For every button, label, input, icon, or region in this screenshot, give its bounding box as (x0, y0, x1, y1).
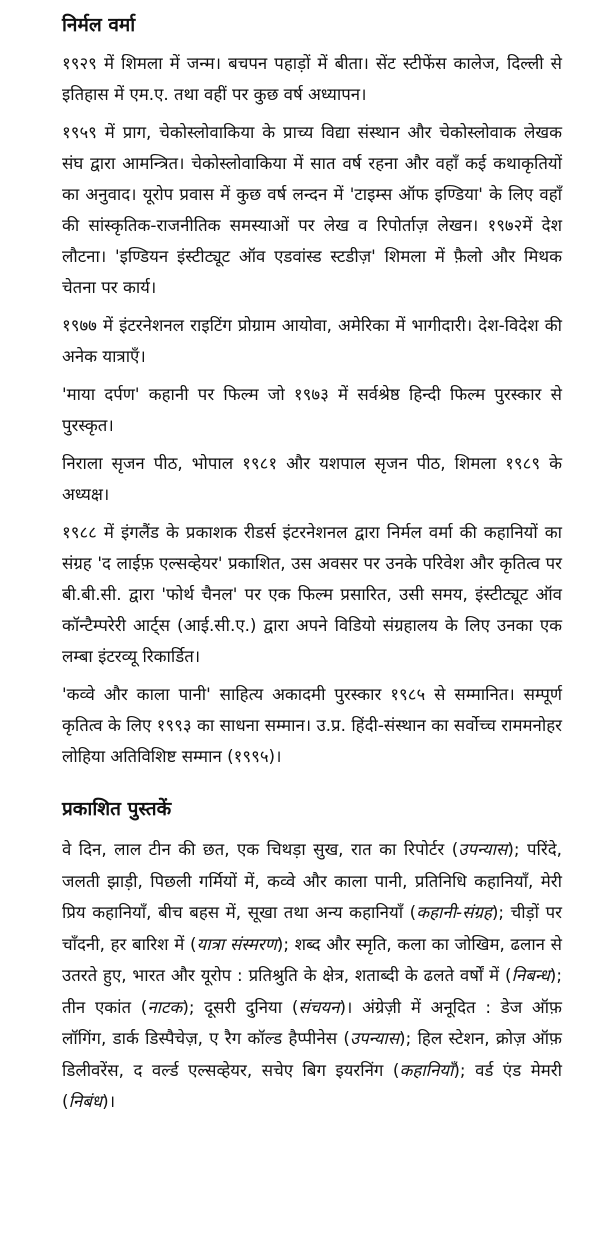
pub-text: ); तीन एकांत ( (62, 965, 562, 1017)
pub-category-compilation: संचयन (298, 996, 340, 1017)
bio-paragraph-awards: 'कव्वे और काला पानी' साहित्य अकादमी पुरस्कार १९८५ से सम्मानित। सम्पूर्ण कृतित्व के लिए १९९३ का साधना सम्मान। उ.प्र. हिंदी-संस्थान का सर्वोच्च राममनोहर लोहिया अतिविशिष्ट सम्मान (१९९५)। (62, 684, 562, 766)
pub-category-translated-novels: उपन्यास (349, 1028, 400, 1048)
pub-text: ); वर्ड एंड मेमरी ( (62, 1059, 562, 1111)
bio-paragraph-chairs: निराला सृजन पीठ, भोपाल १९८१ और यशपाल सृजन पीठ, शिमला १९८९ के अध्यक्ष। (62, 453, 562, 504)
author-name-heading: निर्मल वर्मा (62, 14, 136, 36)
pub-category-story-collections: कहानी-संग्रह (416, 902, 492, 922)
pub-text: ); शब्द और स्मृति, कला का जोखिम, ढलान से उतरते हुए, भारत और यूरोप : प्रतिश्रुति के क्षेत्र, शताब्दी के ढलते वर्षों में ( (62, 933, 562, 985)
pub-category-essays: निबन्ध (511, 965, 550, 985)
bio-paragraph-readers-international: १९८८ में इंगलैंड के प्रकाशक रीडर्स इंटरनेशनल द्वारा निर्मल वर्मा की कहानियों का संग्रह 'द लाईफ़ एल्सव्हेयर' प्रकाशित, उस अवसर पर उनके परिवेश और कृतित्व पर बी.बी.सी. द्वारा 'फोर्थ चैनल' पर एक फिल्म प्रसारित, उसी समय, इंस्टीट्यूट ऑव कॉन्टैम्परेरी आर्ट्स (आई.सी.ए.) द्वारा अपने विडियो संग्रहालय के लिए उनका एक लम्बा इंटरव्यू रिकार्डित। (62, 522, 562, 666)
publications-list (62, 834, 562, 1118)
pub-category-novels: उपन्यास (458, 839, 508, 859)
pub-text: ); परिंदे, जलती झाड़ी, पिछली गर्मियों में, कव्वे और काला पानी, प्रतिनिधि कहानियाँ, मेरी प्रिय कहानियाँ, बीच बहस में, सूखा तथा अन्य कहानियाँ ( (62, 839, 562, 922)
pub-text: )। (102, 1091, 116, 1111)
pub-text: )। अंग्रेज़ी में अनूदित : डेज ऑफ़ लॉगिंग, डार्क डिस्पैचेज़, ए रैग कॉल्ड हैप्पीनेस ( (62, 996, 562, 1048)
pub-text: वे दिन, लाल टीन की छत, एक चिथड़ा सुख, रात का रिपोर्टर ( (62, 839, 459, 859)
bio-paragraph-iowa: १९७७ में इंटरनेशनल राइटिंग प्रोग्राम आयोवा, अमेरिका में भागीदारी। देश-विदेश की अनेक यात्राएँ। (62, 315, 562, 366)
pub-text: ); चीड़ों पर चाँदनी, हर बारिश में ( (62, 902, 562, 954)
pub-category-travelogue: यात्रा संस्मरण (196, 933, 277, 954)
pub-category-translated-stories: कहानियाँ (399, 1059, 454, 1080)
publications-heading: प्रकाशित पुस्तकें (62, 798, 172, 820)
bio-paragraph-film: 'माया दर्पण' कहानी पर फिल्म जो १९७३ में सर्वश्रेष्ठ हिन्दी फिल्म पुरस्कार से पुरस्कृत। (62, 384, 562, 435)
bio-paragraph-birth: १९२९ में शिमला में जन्म। बचपन पहाड़ों में बीता। सेंट स्टीफेंस कालेज, दिल्ली से इतिहास में एम.ए. तथा वहीं पर कुछ वर्ष अध्यापन। (62, 53, 562, 104)
bio-paragraph-prague: १९५९ में प्राग, चेकोस्लोवाकिया के प्राच्य विद्या संस्थान और चेकोस्लोवाक लेखक संघ द्वारा आमन्त्रित। चेकोस्लोवाकिया में सात वर्ष रहना और वहाँ कई कथाकृतियों का अनुवाद। यूरोप प्रवास में कुछ वर्ष लन्दन में 'टाइम्स ऑफ इण्डिया' के लिए वहाँ की सांस्कृतिक-राजनीतिक समस्याओं पर लेख व रिपोर्ताज़ लेखन। १९७२में देश लौटना। 'इण्डियन इंस्टीट्यूट ऑव एडवांस्ड स्टडीज़' शिमला में फ़ैलो और मिथक चेतना पर कार्य। (62, 122, 562, 297)
pub-category-translated-essays: निबंध (68, 1091, 103, 1111)
pub-text: ); हिल स्टेशन, क्रोज़ ऑफ़ डिलीवरेंस, द वर्ल्ड एल्सव्हेयर, सचेए बिग इयरनिंग ( (62, 1028, 562, 1080)
pub-text: ); दूसरी दुनिया ( (182, 996, 299, 1017)
pub-category-play: नाटक (147, 996, 183, 1017)
